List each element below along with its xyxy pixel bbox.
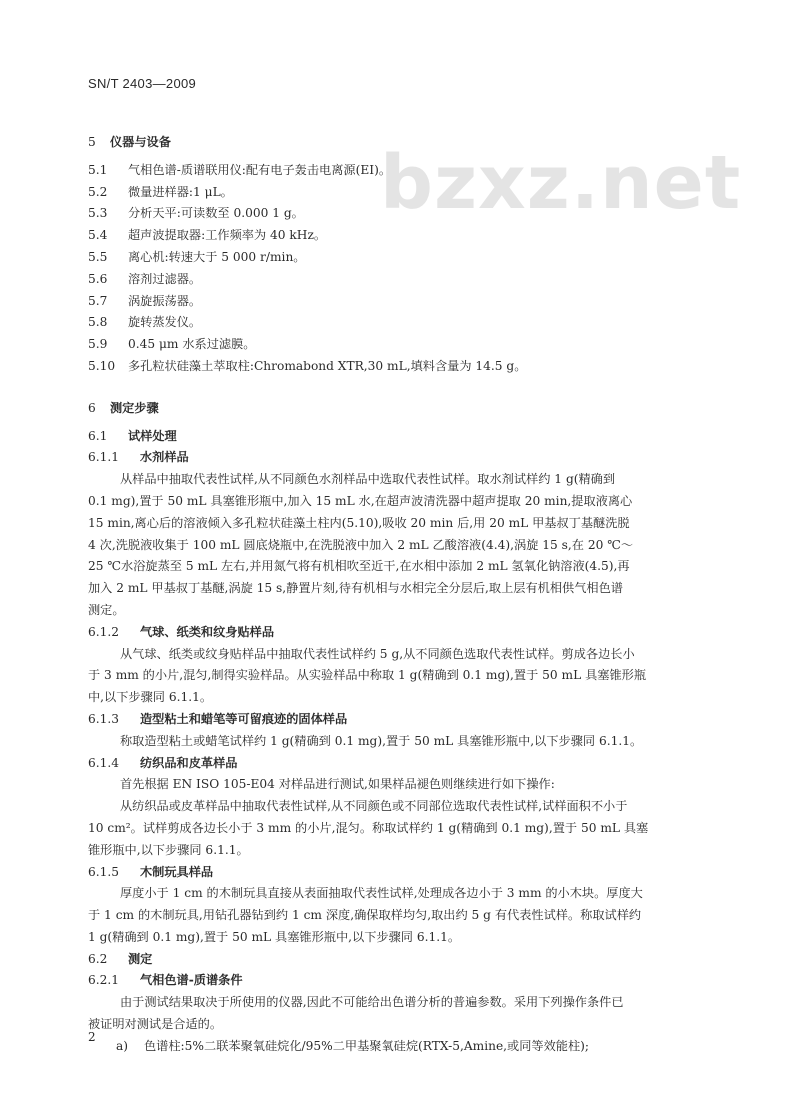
item-text: 微量进样器:1 μL。 <box>128 184 233 199</box>
section-6-1-5-heading: 6.1.5 木制玩具样品 <box>88 864 214 879</box>
paragraph-line: 4 次,洗脱液收集于 100 mL 圆底烧瓶中,在洗脱液中加入 2 mL 乙酸溶液(4.4),涡旋 15 s,在 20 ℃～ <box>88 537 634 552</box>
paragraph-line: 10 cm²。试样剪成各边长小于 3 mm 的小片,混匀。称取试样约 1 g(精确到 0.1 mg),置于 50 mL 具塞 <box>88 820 649 835</box>
list-item-a: a) 色谱柱:5%二联苯聚氧硅烷化/95%二甲基聚氧硅烷(RTX-5,Amine,或同等效能柱); <box>116 1038 590 1053</box>
paragraph-line: 1 g(精确到 0.1 mg),置于 50 mL 具塞锥形瓶中,以下步骤同 6.1.1。 <box>88 929 461 944</box>
item-number: 5.1 <box>88 162 108 177</box>
paragraph-line: 15 min,离心后的溶液倾入多孔粒状硅藻土柱内(5.10),吸收 20 min 后,用 20 mL 甲基叔丁基醚洗脱 <box>88 515 630 530</box>
paragraph-line: 称取造型粘土或蜡笔试样约 1 g(精确到 0.1 mg),置于 50 mL 具塞锥形瓶中,以下步骤同 6.1.1。 <box>120 733 643 748</box>
paragraph-line: 0.1 mg),置于 50 mL 具塞锥形瓶中,加入 15 mL 水,在超声波清洗器中超声提取 20 min,提取液离心 <box>88 493 633 508</box>
section-6-2-1-paragraph <box>88 992 718 1036</box>
paragraph-line: 由于测试结果取决于所使用的仪器,因此不可能给出色谱分析的普遍参数。采用下列操作条件已 <box>120 995 624 1010</box>
section-6-1-3-paragraph <box>88 731 718 753</box>
paragraph-line: 加入 2 mL 甲基叔丁基醚,涡旋 15 s,静置片刻,待有机相与水相完全分层后,取上层有机相供气相色谱 <box>88 581 623 596</box>
section-5-item <box>88 247 718 269</box>
watermark-text: bzxz.net <box>380 140 742 226</box>
item-number: 5.10 <box>88 358 116 373</box>
paragraph-line: 从纺织品或皮革样品中抽取代表性试样,从不同颜色或不同部位选取代表性试样,试样面积不小于 <box>120 799 628 814</box>
item-number: 5.7 <box>88 293 108 308</box>
section-5-item <box>88 312 718 334</box>
section-6-2-1-heading: 6.2.1 气相色谱-质谱条件 <box>88 973 243 988</box>
item-number: 5.3 <box>88 206 108 221</box>
section-5-item <box>88 291 718 313</box>
section-5-heading: 5 仪器与设备 <box>88 135 171 149</box>
section-5-item <box>88 356 718 378</box>
paragraph-line: 厚度小于 1 cm 的木制玩具直接从表面抽取代表性试样,处理成各边小于 3 mm 的小木块。厚度大 <box>120 886 643 901</box>
item-number: 5.8 <box>88 315 108 330</box>
section-5-item <box>88 160 718 182</box>
section-6-1-1-heading: 6.1.1 水剂样品 <box>88 450 189 465</box>
item-text: 溶剂过滤器。 <box>128 271 202 286</box>
item-text: 离心机:转速大于 5 000 r/min。 <box>128 249 306 264</box>
paragraph-line: 中,以下步骤同 6.1.1。 <box>88 690 213 705</box>
paragraph-line: 首先根据 EN ISO 105-E04 对样品进行测试,如果样品褪色则继续进行如下操作: <box>120 777 555 792</box>
standard-code: SN/T 2403—2009 <box>88 76 197 91</box>
item-number: 5.2 <box>88 184 108 199</box>
section-6-1-1-paragraph <box>88 469 718 622</box>
section-5-item <box>88 334 718 356</box>
section-6-heading: 6 测定步骤 <box>88 400 159 415</box>
paragraph-line: 于 1 cm 的木制玩具,用钻孔器钻到约 1 cm 深度,确保取样均匀,取出约 5 g 有代表性试样。称取试样约 <box>88 908 642 923</box>
section-6-1-2-paragraph <box>88 644 718 709</box>
item-text: 分析天平:可读数至 0.000 1 g。 <box>128 206 304 221</box>
document-body <box>88 122 718 1058</box>
item-number: 5.5 <box>88 249 108 264</box>
section-6-1-heading: 6.1 试样处理 <box>88 428 177 443</box>
item-text: 旋转蒸发仪。 <box>128 315 202 330</box>
section-5-item <box>88 269 718 291</box>
section-5-item <box>88 203 718 225</box>
section-6-1-4-paragraph-1 <box>88 774 718 796</box>
section-6-2-heading: 6.2 测定 <box>88 951 153 966</box>
item-number: 5.6 <box>88 271 108 286</box>
item-text: 0.45 μm 水系过滤膜。 <box>128 337 256 352</box>
item-number: 5.4 <box>88 228 108 243</box>
section-6-1-3-heading: 6.1.3 造型粘土和蜡笔等可留痕迹的固体样品 <box>88 711 348 726</box>
paragraph-line: 从气球、纸类或纹身贴样品中抽取代表性试样约 5 g,从不同颜色选取代表性试样。剪成各边长小 <box>120 646 635 661</box>
paragraph-line: 锥形瓶中,以下步骤同 6.1.1。 <box>88 842 249 857</box>
paragraph-line: 25 ℃水浴旋蒸至 5 mL 左右,并用氮气将有机相吹至近干,在水相中添加 2 mL 氢氧化钠溶液(4.5),再 <box>88 559 630 574</box>
section-5-list <box>88 160 718 378</box>
paragraph-line: 于 3 mm 的小片,混匀,制得实验样品。从实验样品中称取 1 g(精确到 0.1 mg),置于 50 mL 具塞锥形瓶 <box>88 668 647 683</box>
item-text: 超声波提取器:工作频率为 40 kHz。 <box>128 228 327 243</box>
section-5-item <box>88 182 718 204</box>
item-text: 涡旋振荡器。 <box>128 293 202 308</box>
paragraph-line: 从样品中抽取代表性试样,从不同颜色水剂样品中选取代表性试样。取水剂试样约 1 g(精确到 <box>120 472 616 487</box>
section-6-1-2-heading: 6.1.2 气球、纸类和纹身贴样品 <box>88 624 275 639</box>
item-text: 气相色谱-质谱联用仪:配有电子轰击电离源(EI)。 <box>128 162 392 177</box>
item-number: 5.9 <box>88 337 108 352</box>
paragraph-line: 被证明对测试是合适的。 <box>88 1017 223 1032</box>
item-text: 多孔粒状硅藻土萃取柱:Chromabond XTR,30 mL,填料含量为 14.5 g。 <box>128 358 527 373</box>
paragraph-line: 测定。 <box>88 602 125 617</box>
section-6-1-4-heading: 6.1.4 纺织品和皮革样品 <box>88 755 238 770</box>
page-number: 2 <box>88 1030 96 1044</box>
section-6-1-5-paragraph <box>88 883 718 948</box>
section-5-item <box>88 225 718 247</box>
section-6-1-4-paragraph-2 <box>88 796 718 861</box>
